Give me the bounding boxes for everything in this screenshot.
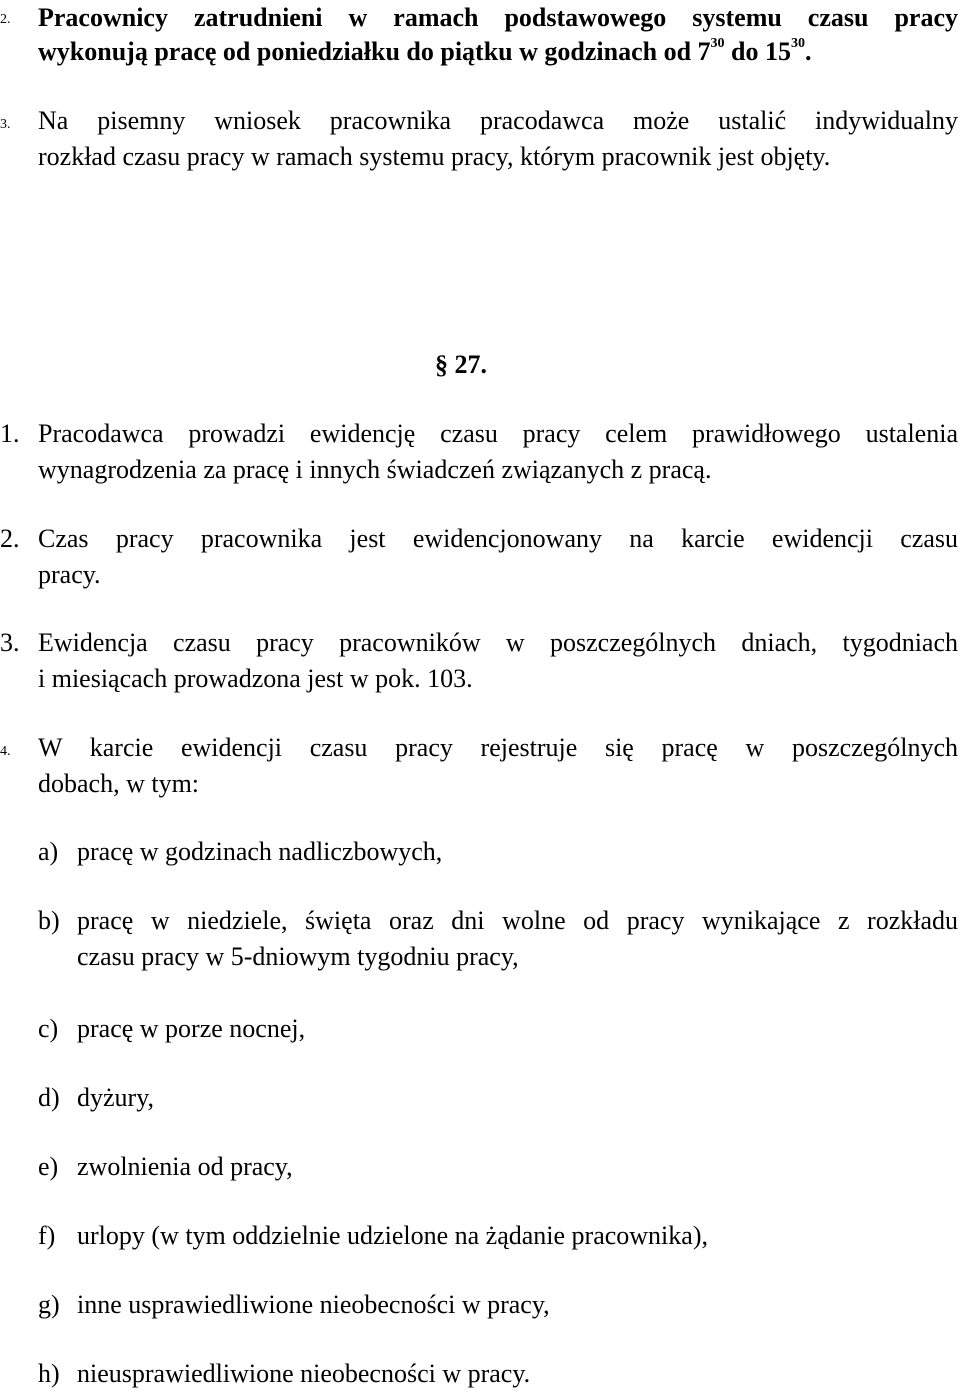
point-3-number: 3. <box>0 117 11 132</box>
s27-point-2-number: 2. <box>0 524 20 553</box>
s27-point-1-number: 1. <box>0 419 20 448</box>
point-2-line-2-prefix: wykonują pracę od poniedziałku do piątku w godzinach od 7 <box>38 37 711 66</box>
s27-point-1-line-1: Pracodawca prowadzi ewidencję czasu pracy celem prawidłowego ustalenia <box>38 419 958 448</box>
list-item-text: zwolnienia od pracy, <box>77 1152 293 1181</box>
point-2-end-minutes: 30 <box>791 36 806 51</box>
list-item-text-continuation: czasu pracy w 5-dniowym tygodniu pracy, <box>77 942 519 971</box>
list-item-letter: c) <box>38 1014 59 1043</box>
list-item-text: pracę w porze nocnej, <box>77 1014 306 1043</box>
s27-point-1-line-2: wynagrodzenia za pracę i innych świadczeń związanych z pracą. <box>38 455 712 484</box>
list-item-text: dyżury, <box>77 1083 155 1112</box>
point-2-line-2-suffix: . <box>805 37 812 66</box>
point-2-line-1: Pracownicy zatrudnieni w ramach podstawowego systemu czasu pracy <box>38 3 958 32</box>
point-2-line-2 <box>38 34 812 70</box>
section-heading: § 27. <box>435 350 487 379</box>
list-item-letter: f) <box>38 1221 56 1250</box>
list-item-letter: g) <box>38 1290 60 1319</box>
s27-point-2-line-2: pracy. <box>38 560 101 589</box>
list-item-letter: d) <box>38 1083 60 1112</box>
list-item-letter: e) <box>38 1152 59 1181</box>
point-2-line-2-middle: do 15 <box>724 37 792 66</box>
s27-point-3-number: 3. <box>0 628 20 657</box>
list-item-letter: a) <box>38 837 59 866</box>
point-3-line-1: Na pisemny wniosek pracownika pracodawca może ustalić indywidualny <box>38 106 958 135</box>
point-2-start-minutes: 30 <box>710 36 725 51</box>
list-item-text: urlopy (w tym oddzielnie udzielone na żądanie pracownika), <box>77 1221 708 1250</box>
s27-point-4-number: 4. <box>0 744 11 759</box>
list-item-letter: b) <box>38 906 60 935</box>
list-item-text: pracę w godzinach nadliczbowych, <box>77 837 443 866</box>
s27-point-3-line-2: i miesiącach prowadzona jest w pok. 103. <box>38 664 473 693</box>
list-item-text: inne usprawiedliwione nieobecności w pracy, <box>77 1290 550 1319</box>
s27-point-2-line-1: Czas pracy pracownika jest ewidencjonowany na karcie ewidencji czasu <box>38 524 958 553</box>
list-item-letter: h) <box>38 1359 60 1388</box>
s27-point-4-line-1: W karcie ewidencji czasu pracy rejestruje się pracę w poszczególnych <box>38 733 958 762</box>
list-item-text: pracę w niedziele, święta oraz dni wolne od pracy wynikające z rozkładu <box>77 906 958 935</box>
s27-point-3-line-1: Ewidencja czasu pracy pracowników w poszczególnych dniach, tygodniach <box>38 628 958 657</box>
list-item-text: nieusprawiedliwione nieobecności w pracy. <box>77 1359 531 1388</box>
point-2-number: 2. <box>0 12 11 27</box>
s27-point-4-line-2: dobach, w tym: <box>38 769 200 798</box>
point-3-line-2: rozkład czasu pracy w ramach systemu pracy, którym pracownik jest objęty. <box>38 142 831 171</box>
